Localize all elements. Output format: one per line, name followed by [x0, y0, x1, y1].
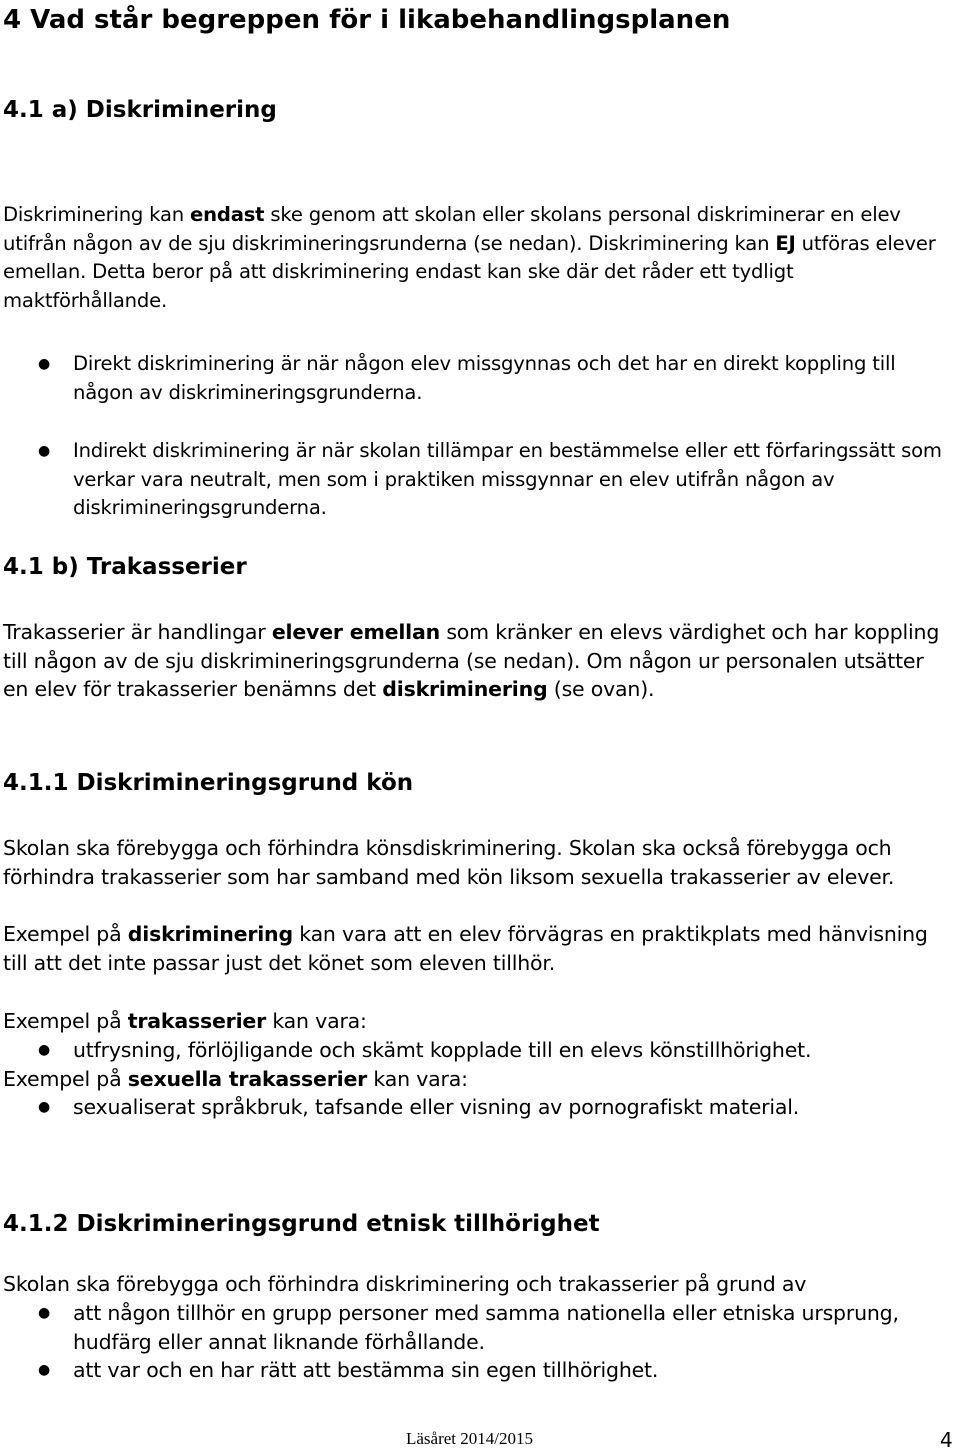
paragraph-diskriminering: [3, 201, 954, 315]
bullet-list: [0, 1036, 954, 1065]
paragraph-etnisk-intro: Skolan ska förebygga och förhindra diskriminering och trakasserier på grund av: [3, 1272, 807, 1296]
list-item-text: Indirekt diskriminering är när skolan tillämpar en bestämmelse eller ett förfaringssätt som verkar vara neutralt, men som i praktiken missgynnar en elev utifrån någon av diskrimineringsgrunderna.: [73, 439, 942, 519]
text-span: som kränker en elevs värdighet och har koppling till någon av de sju diskrimineringsgrunderna (se nedan). Om någon ur personalen utsätter en elev för trakasserier benämns det: [3, 620, 940, 701]
bold-text: endast: [190, 203, 265, 226]
list-item-text: utfrysning, förlöjligande och skämt kopplade till en elevs könstillhörighet.: [73, 1038, 812, 1062]
bold-text: EJ: [775, 231, 796, 255]
list-item: [0, 1356, 954, 1385]
list-item: [0, 1036, 954, 1065]
bullet-list: [0, 437, 954, 523]
text-span: Diskriminering kan: [3, 203, 191, 226]
text-span: kan vara:: [367, 1067, 468, 1091]
paragraph-kon-diskriminering: [3, 920, 954, 977]
text-span: kan vara att en elev förvägras en praktikplats med hänvisning till att det inte passar just det könet som eleven tillhör.: [3, 922, 928, 975]
text-span: Exempel på: [3, 922, 128, 946]
text-span: utföras elever emellan. Detta beror på att diskriminering endast kan ske där det råder ett tydligt maktförhållande.: [3, 231, 936, 312]
text-span: Trakasserier är handlingar: [3, 620, 272, 644]
page-title: 4 Vad står begreppen för i likabehandlingsplanen: [3, 5, 731, 35]
bold-text: diskriminering: [382, 677, 548, 701]
bullet-icon: ●: [38, 356, 51, 372]
bullet-icon: ●: [38, 1362, 51, 1378]
bullet-list: [0, 350, 954, 407]
list-item-text: att någon tillhör en grupp personer med samma nationella eller etniska ursprung, hudfärg eller annat liknande förhållande.: [73, 1301, 899, 1354]
bullet-list: [0, 1356, 954, 1385]
text-span: Exempel på: [3, 1067, 128, 1091]
bold-text: elever emellan: [271, 620, 441, 644]
bullet-icon: ●: [38, 1305, 51, 1321]
list-item: [0, 350, 954, 407]
list-item-text: Direkt diskriminering är när någon elev missgynnas och det har en direkt koppling till någon av diskrimineringsgrunderna.: [73, 352, 896, 404]
heading-diskriminering: 4.1 a) Diskriminering: [3, 97, 277, 123]
bullet-list: [0, 1093, 954, 1122]
list-item: [0, 437, 954, 523]
footer-school-year: Läsåret 2014/2015: [406, 1429, 533, 1448]
heading-kon: 4.1.1 Diskrimineringsgrund kön: [3, 770, 414, 796]
text-span: (se ovan).: [547, 677, 655, 701]
text-span: ske genom att skolan eller skolans personal diskriminerar en elev utifrån någon av de sju diskrimineringsrunderna (se nedan). Diskriminering kan: [3, 203, 901, 255]
bullet-list: [0, 1299, 954, 1356]
paragraph-kon-sexuella: [3, 1065, 954, 1094]
list-item-text: att var och en har rätt att bestämma sin egen tillhörighet.: [73, 1358, 659, 1382]
bold-text: sexuella trakasserier: [127, 1067, 368, 1091]
bullet-icon: ●: [38, 1099, 51, 1115]
paragraph-kon-trakasserier: [3, 1007, 954, 1036]
list-item: [0, 1093, 954, 1122]
text-span: kan vara:: [266, 1009, 367, 1033]
bullet-icon: ●: [38, 1042, 51, 1058]
paragraph-kon-intro: Skolan ska förebygga och förhindra könsdiskriminering. Skolan ska också förebygga och förhindra trakasserier som har samband med kön liksom sexuella trakasserier av elever.: [3, 836, 895, 889]
bold-text: diskriminering: [127, 922, 293, 946]
page-number: 4: [940, 1428, 953, 1452]
bold-text: trakasserier: [127, 1009, 267, 1033]
bullet-icon: ●: [38, 443, 51, 459]
text-span: Exempel på: [3, 1009, 128, 1033]
list-item-text: sexualiserat språkbruk, tafsande eller visning av pornografiskt material.: [73, 1095, 800, 1119]
heading-etnisk: 4.1.2 Diskrimineringsgrund etnisk tillhörighet: [3, 1211, 600, 1237]
paragraph-trakasserier: [3, 618, 954, 704]
heading-trakasserier: 4.1 b) Trakasserier: [3, 554, 247, 580]
list-item: [0, 1299, 954, 1356]
